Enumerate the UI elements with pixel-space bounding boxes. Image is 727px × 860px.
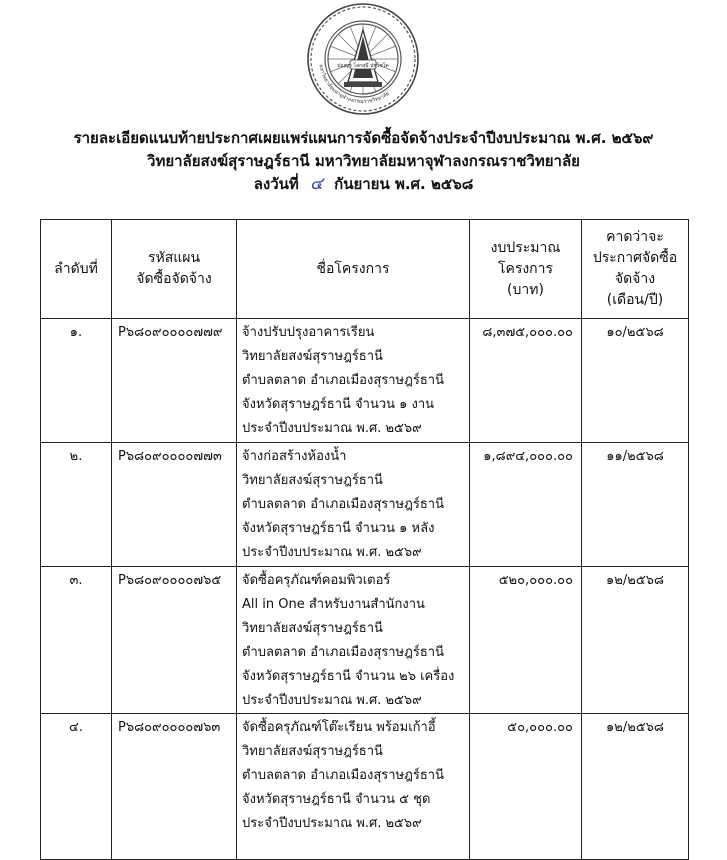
header-project-name: ชื่อโครงการ (237, 220, 470, 319)
seal-ring-text: มหาวิทยาลัยมหาจุฬาลงกรณราชวิทยาลัย (317, 63, 391, 106)
row-project-name: จ้างก่อสร้างห้องน้ำ วิทยาลัยสงฆ์สุราษฎร์ธานี ตำบลตลาด อำเภอเมืองสุราษฎร์ธานี จังหวัดสุราษฎร์ธานี จำนวน ๑ หลัง ประจำปีงบประมาณ พ.ศ. ๒๕๖๙ (237, 443, 470, 567)
date-month-year: กันยายน พ.ศ. ๒๕๖๘ (334, 175, 474, 193)
procurement-plan-table (40, 219, 689, 860)
row-no: ๒. (41, 443, 112, 567)
row-no: ๑. (41, 319, 112, 443)
header-expected-date: คาดว่าจะ ประกาศจัดซื้อ จัดจ้าง (เดือน/ปี) (582, 220, 689, 319)
row-month-year: ๑๒/๒๕๖๘ (582, 567, 689, 714)
row-budget: ๕๐,๐๐๐.๐๐ (470, 714, 582, 860)
row-budget: ๘,๓๗๕,๐๐๐.๐๐ (470, 319, 582, 443)
header-no: ลำดับที่ (41, 220, 112, 319)
date-day-handwritten: ๔ (310, 174, 323, 194)
header-plan-code: รหัสแผน จัดซื้อจัดจ้าง (112, 220, 237, 319)
row-month-year: ๑๑/๒๕๖๘ (582, 443, 689, 567)
row-budget: ๑,๘๙๔,๐๐๐.๐๐ (470, 443, 582, 567)
row-plan-code: P๖๘๐๙๐๐๐๐๗๖๕ (112, 567, 237, 714)
document-title-line2: วิทยาลัยสงฆ์สุราษฎร์ธานี มหาวิทยาลัยมหาจุฬาลงกรณราชวิทยาลัย (147, 152, 580, 170)
document-title-line1: รายละเอียดแนบท้ายประกาศเผยแพร่แผนการจัดซื้อจัดจ้างประจำปีงบประมาณ พ.ศ. ๒๕๖๙ (73, 129, 654, 147)
table-row (41, 443, 689, 567)
table-header-row (41, 220, 689, 319)
row-plan-code: P๖๘๐๙๐๐๐๐๗๗๓ (112, 443, 237, 567)
table-row (41, 567, 689, 714)
row-month-year: ๑๐/๒๕๖๘ (582, 319, 689, 443)
date-prefix: ลงวันที่ (253, 175, 299, 193)
table-row (41, 714, 689, 860)
row-month-year: ๑๒/๒๕๖๘ (582, 714, 689, 860)
row-no: ๓. (41, 567, 112, 714)
header-budget: งบประมาณ โครงการ (บาท) (470, 220, 582, 319)
row-project-name: จ้างปรับปรุงอาคารเรียน วิทยาลัยสงฆ์สุราษฎร์ธานี ตำบลตลาด อำเภอเมืองสุราษฎร์ธานี จังหวัดสุราษฎร์ธานี จำนวน ๑ งาน ประจำปีงบประมาณ พ.ศ. ๒๕๖๙ (237, 319, 470, 443)
table-row (41, 319, 689, 443)
seal-motto: ปญฺญา โลกสฺมึ ปชฺโชโต (337, 63, 389, 69)
row-plan-code: P๖๘๐๙๐๐๐๐๗๗๙ (112, 319, 237, 443)
row-project-name: จัดซื้อครุภัณฑ์โต๊ะเรียน พร้อมเก้าอี้ วิทยาลัยสงฆ์สุราษฎร์ธานี ตำบลตลาด อำเภอเมืองสุราษฎร์ธานี จังหวัดสุราษฎร์ธานี จำนวน ๕ ชุด ประจำปีงบประมาณ พ.ศ. ๒๕๖๙ (237, 714, 470, 860)
document-date (0, 173, 727, 196)
university-seal-logo (306, 2, 420, 116)
row-project-name: จัดซื้อครุภัณฑ์คอมพิวเตอร์ All in One สำหรับงานสำนักงาน วิทยาลัยสงฆ์สุราษฎร์ธานี ตำบลตลาด อำเภอเมืองสุราษฎร์ธานี จังหวัดสุราษฎร์ธานี จำนวน ๒๖ เครื่อง ประจำปีงบประมาณ พ.ศ. ๒๕๖๙ (237, 567, 470, 714)
row-budget: ๕๒๐,๐๐๐.๐๐ (470, 567, 582, 714)
row-plan-code: P๖๘๐๙๐๐๐๐๗๖๓ (112, 714, 237, 860)
row-no: ๔. (41, 714, 112, 860)
